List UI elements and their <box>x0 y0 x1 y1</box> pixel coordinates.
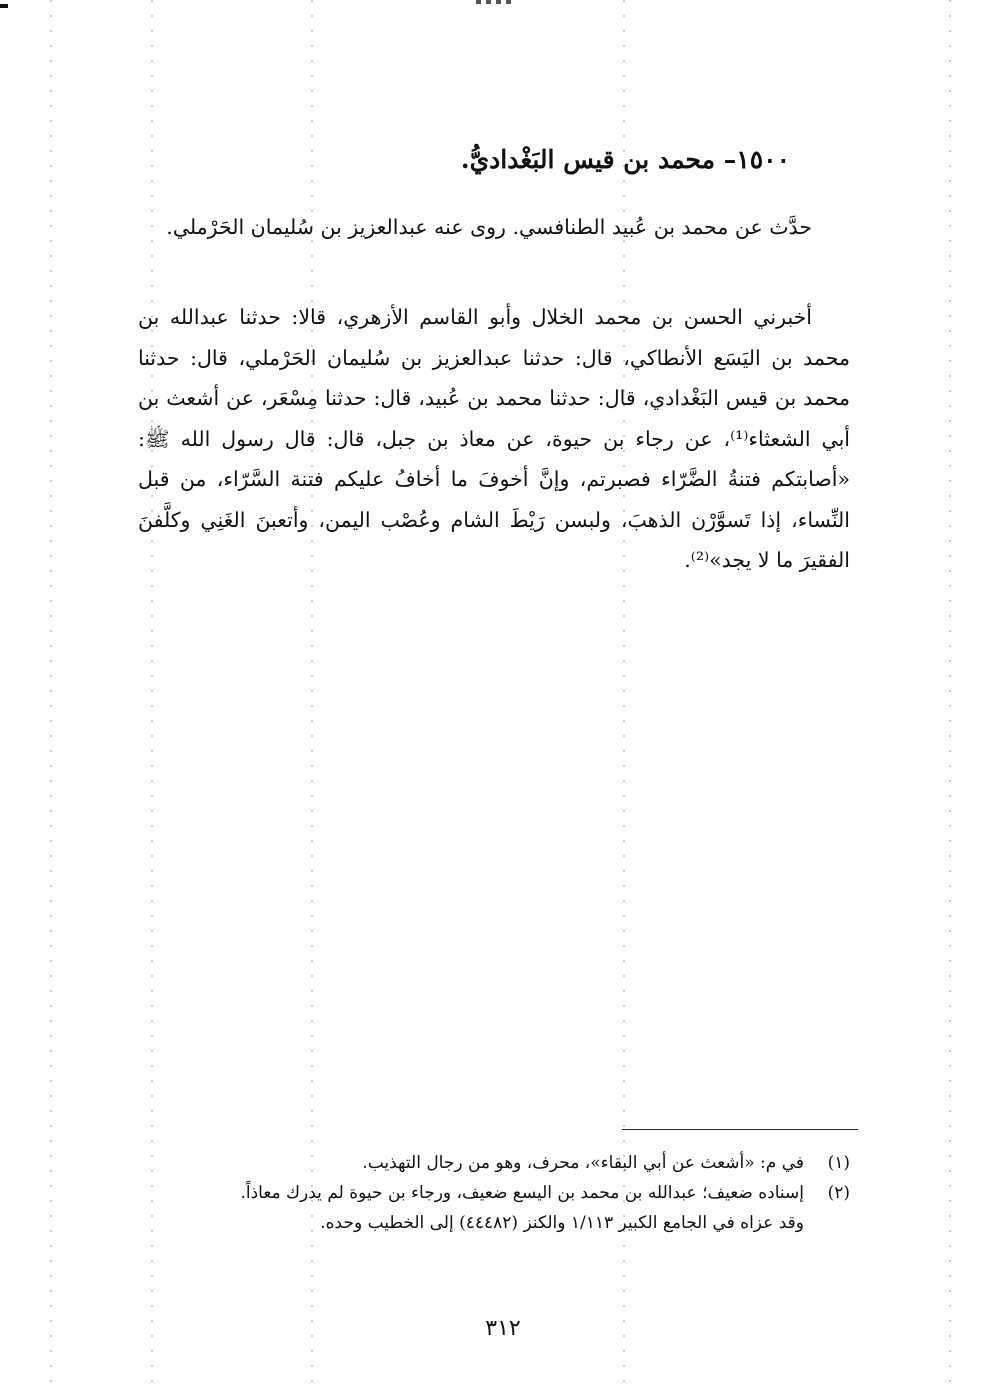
clipped-header-residue <box>476 0 516 6</box>
footnote-2-number: (٢) <box>827 1183 850 1203</box>
footnote-2-continuation: وقد عزاه في الجامع الكبير ١/١١٣ والكنز (٤٤٤٨٢) إلى الخطيب وحده. <box>320 1213 804 1233</box>
footnotes-block <box>160 1148 850 1238</box>
body-paragraph-hadith: أخبرني الحسن بن محمد الخلال وأبو القاسم الأزهري، قالا: حدثنا عبدالله بن محمد بن اليَسَع الأنطاكي، قال: حدثنا عبدالعزيز بن سُليمان الحَرْملي، قال: حدثنا محمد بن قيس البَغْدادي، قال: حدثنا محمد بن عُبيد، قال: حدثنا مِسْعَر، عن أشعث بن أبي الشعثاء⁽¹⁾، عن رجاء بن حيوة، عن معاذ بن جبل، قال: قال رسول الله ﷺ: «أصابتكم فتنةُ الضَّرّاء فصبرتم، وإنَّ أخوفَ ما أخافُ عليكم فتنة السَّرّاء، من قبل النِّساء، إذا تَسوَّرْن الذهبَ، ولبسن رَيْطَ الشام وعُصْب اليمن، وأتعبنَ الغَنِي وكلَّفنَ الفقيرَ ما لا يجد»⁽²⁾. <box>138 305 850 572</box>
footnote-2-text: إسناده ضعيف؛ عبدالله بن محمد بن اليسع ضعيف، ورجاء بن حيوة لم يدرك معاذاً. <box>240 1183 804 1203</box>
footnote-1-number: (١) <box>827 1153 850 1173</box>
footnote-1-text: في م: «أشعث عن أبي البقاء»، محرف، وهو من رجال التهذيب. <box>362 1153 804 1173</box>
footnote-separator <box>622 1129 858 1130</box>
scan-corner-mark <box>0 4 8 8</box>
page-number: ٣١٢ <box>485 1316 521 1341</box>
footnote-2 <box>160 1178 850 1238</box>
body-paragraph-biography: حدَّث عن محمد بن عُبيد الطنافسي. روى عنه عبدالعزيز بن سُليمان الحَرْملي. <box>166 215 812 239</box>
entry-heading: ١٥٠٠– محمد بن قيس البَغْداديُّ. <box>460 145 790 174</box>
footnote-1 <box>160 1148 850 1178</box>
